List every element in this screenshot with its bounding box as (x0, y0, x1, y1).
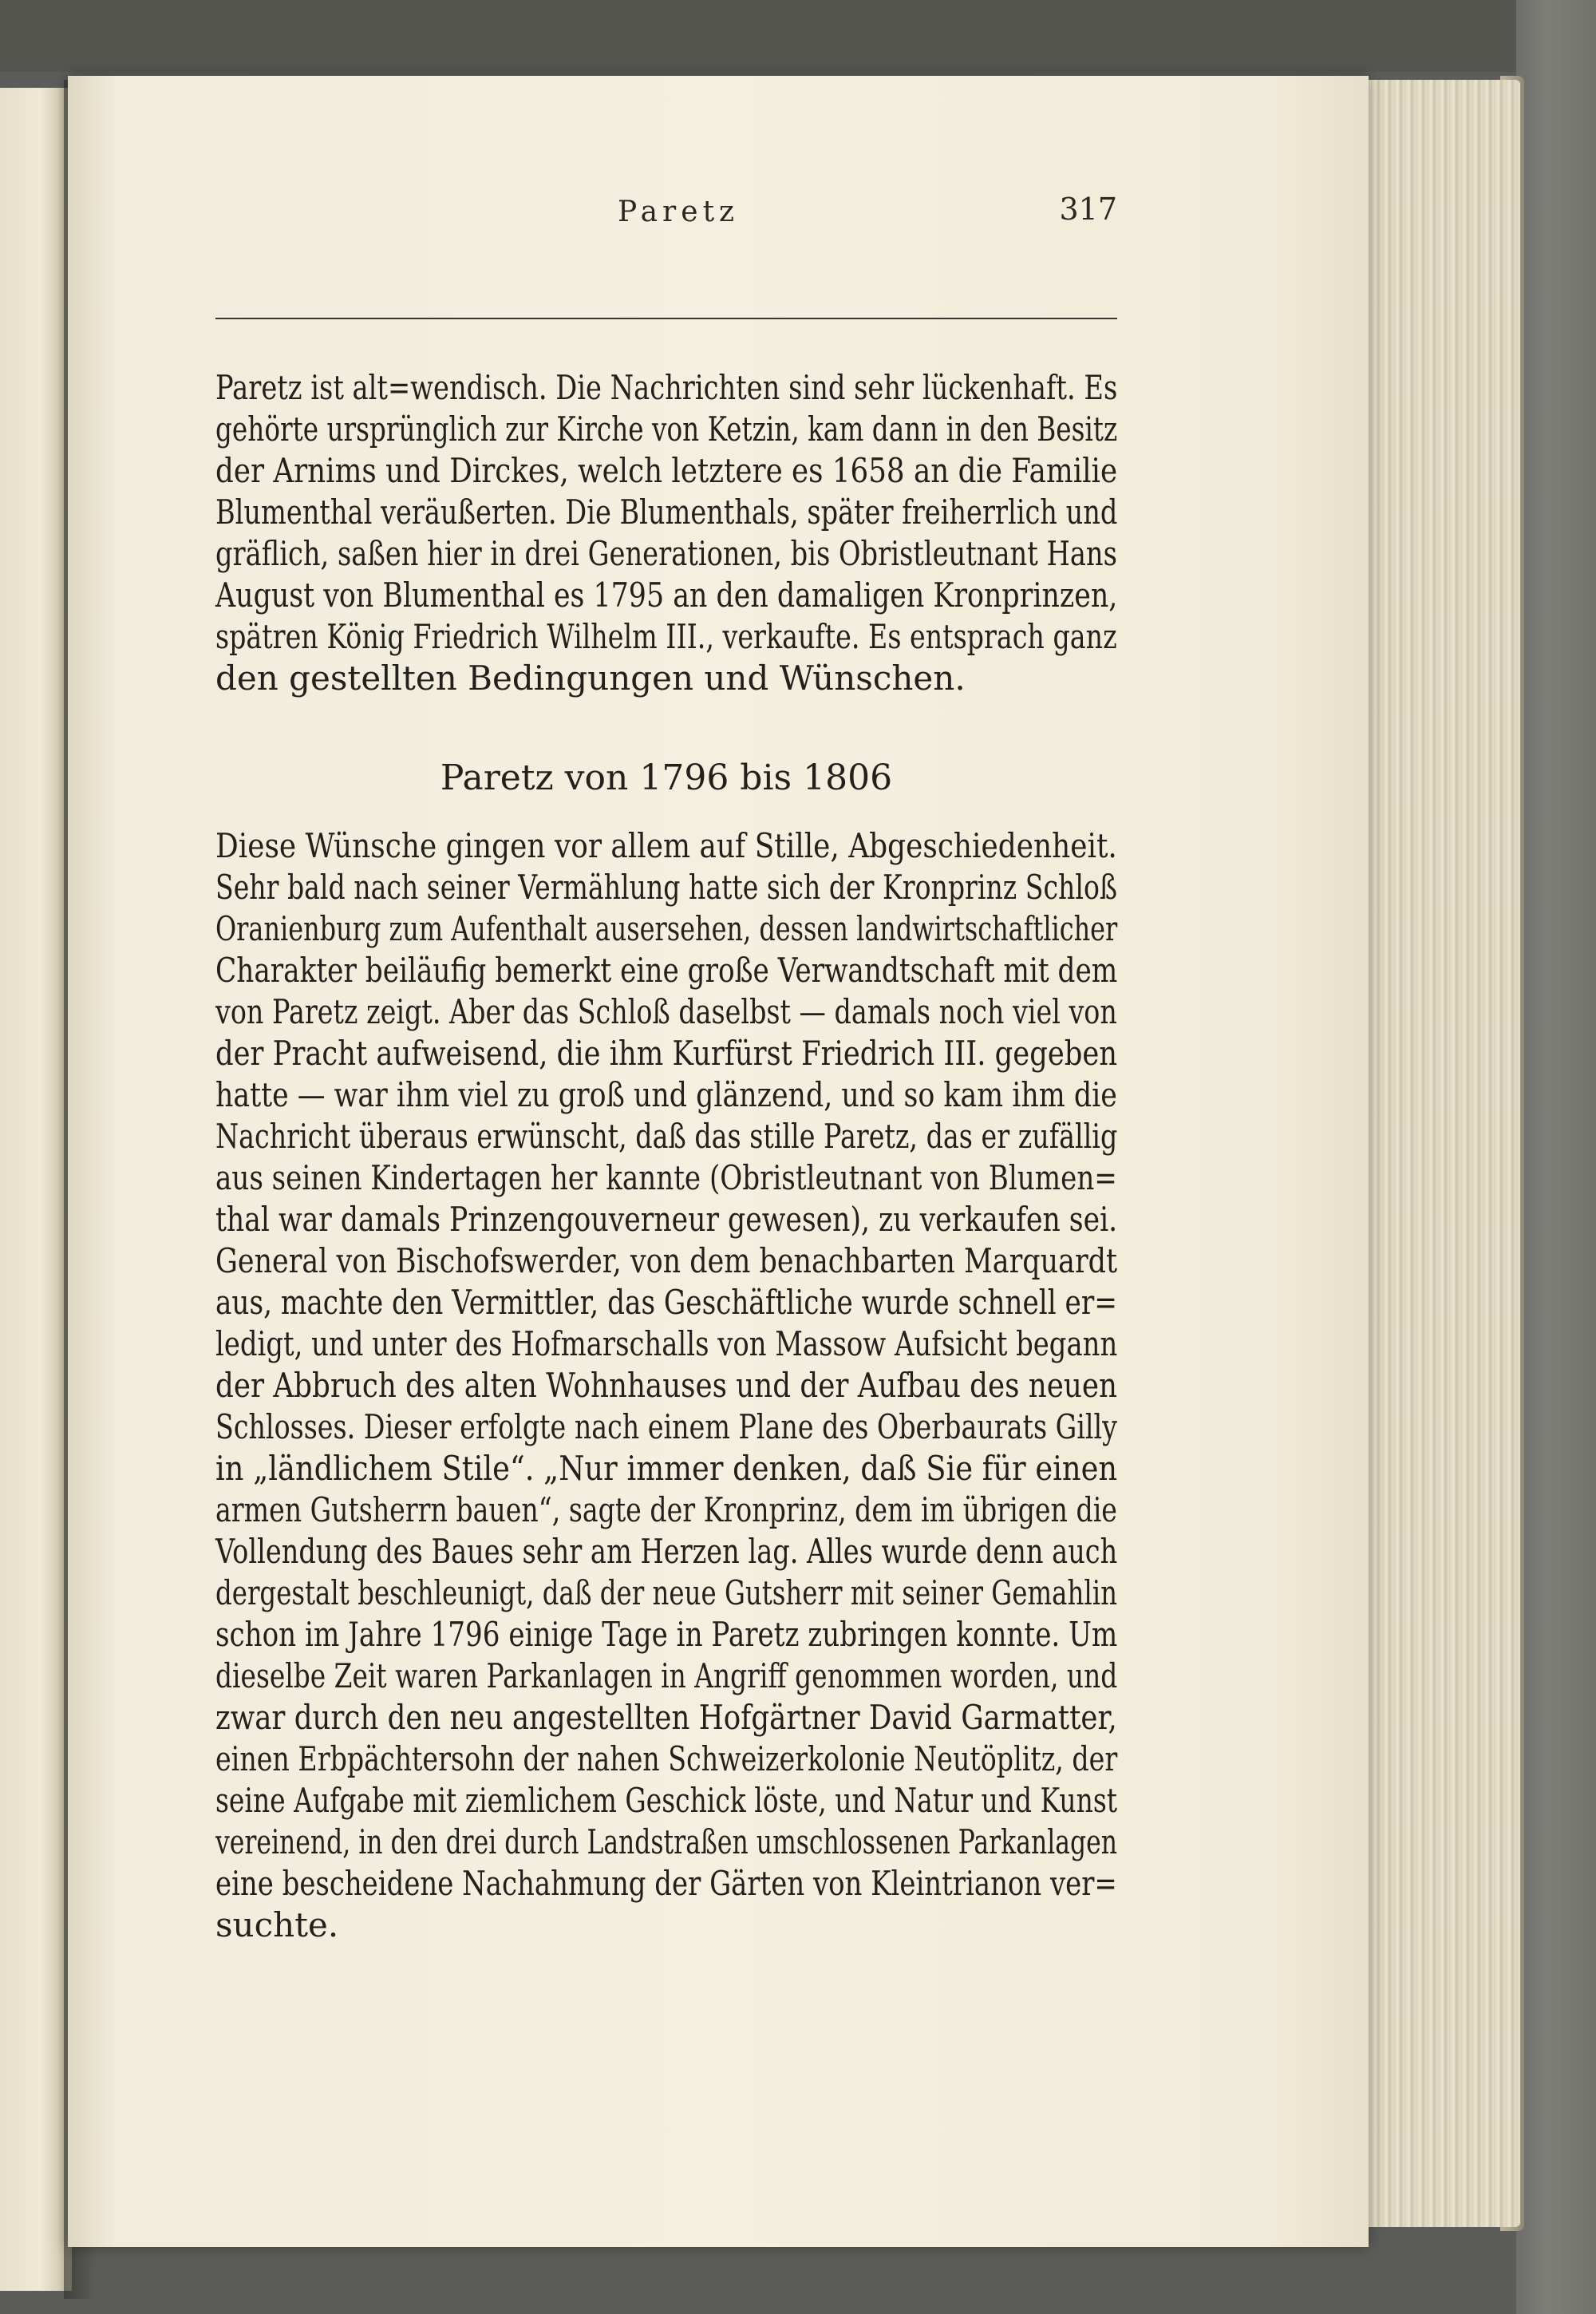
paragraph-1-line: gehörte ursprünglich zur Kirche von Ketzin, kam dann in den Besitz (215, 409, 1118, 449)
paragraph-1-line: den gestellten Bedingungen und Wünschen. (215, 659, 966, 698)
paragraph-2-line: in „ländlichem Stile“. „Nur immer denken, daß Sie für einen (215, 1449, 1118, 1488)
paragraph-1-line: der Arnims und Dirckes, welch letztere es 1658 an die Familie (215, 451, 1118, 490)
paragraph-1-line: Blumenthal veräußerten. Die Blumenthals, später freiherrlich und (215, 492, 1118, 532)
paragraph-2-line: Nachricht überaus erwünscht, daß das stille Paretz, das er zufällig (215, 1117, 1118, 1156)
paragraph-2-line: Sehr bald nach seiner Vermählung hatte sich der Kronprinz Schloß (215, 868, 1118, 907)
paragraph-2-line: seine Aufgabe mit ziemlichem Geschick löste, und Natur und Kunst (215, 1781, 1118, 1820)
paragraph-2-line: Oranienburg zum Aufenthalt auserseh​en, dessen landwirtschaftlicher (215, 909, 1118, 948)
paragraph-2-line: Charakter beiläufig bemerkt eine große Verwandtschaft mit dem (215, 951, 1118, 990)
paragraph-2-line: Diese Wünsche gingen vor allem auf Stille, Abgeschiedenheit. (215, 826, 1117, 865)
paragraph-2-line: Vollendung des Baues sehr am Herzen lag. Alles wurde denn auch (215, 1532, 1118, 1571)
paragraph-2-line: von Paretz zeigt. Aber das Schloß daselbst — damals noch viel von (215, 992, 1117, 1031)
paragraph-2-line: Schlosses. Dieser erfolgte nach einem Plane des Oberbaurats Gilly (215, 1407, 1118, 1446)
paragraph-2-line: der Pracht aufweisend, die ihm Kurfürst Friedrich III. gegeben (215, 1034, 1118, 1073)
paragraph-2-line: aus seinen Kindertagen her kannte (Obristleutnant von Blumen= (215, 1158, 1117, 1197)
running-header-title: Paretz (617, 196, 739, 228)
paragraph-2-line: ledigt, und unter des Hofmarschalls von Massow Aufsicht begann (215, 1324, 1118, 1363)
paragraph-2-line: der Abbruch des alten Wohnhauses und der Aufbau des neuen (215, 1366, 1117, 1405)
page-stack-edges (1349, 80, 1520, 2227)
paragraph-2-line: dergestalt beschleunigt, daß der neue Gutsherr mit seiner Gemahlin (215, 1573, 1117, 1612)
section-heading: Paretz von 1796 bis 1806 (440, 757, 893, 798)
paragraph-2-line: armen Gutsherrn bauen“, sagte der Kronprinz, dem im übrigen die (215, 1490, 1117, 1529)
paragraph-2-line: General von Bischofswerder, von dem benachbarten Marquardt (215, 1241, 1118, 1280)
header-rule (215, 318, 1117, 319)
paragraph-2-line: suchte. (215, 1905, 339, 1944)
previous-page-edge (0, 88, 72, 2291)
page-number: 317 (1059, 192, 1117, 227)
background-top (0, 0, 1596, 72)
paragraph-2-line: hatte — war ihm viel zu groß und glänzend, und so kam ihm die (215, 1075, 1117, 1114)
paragraph-2-line: aus, machte den Vermittler, das Geschäftliche wurde schnell er= (215, 1283, 1117, 1322)
paragraph-2-line: zwar durch den neu angestellten Hofgärtner David Garmatter, (215, 1698, 1117, 1737)
paragraph-2-line: einen Erbpächtersohn der nahen Schweizerkolonie Neutöplitz, der (215, 1739, 1118, 1778)
paragraph-2-line: eine bescheidene Nachahmung der Gärten von Kleintrianon ver= (215, 1864, 1117, 1903)
paragraph-1-line: Paretz ist alt=wendisch. Die Nachrichten sind sehr lückenhaft. Es (215, 368, 1118, 407)
background-right (1516, 0, 1596, 2314)
paragraph-2-line: thal war damals Prinzengouverneur gewesen), zu verkaufen sei. (215, 1200, 1118, 1239)
paragraph-2-line: dieselbe Zeit waren Parkanlagen in Angriff genommen worden, und (215, 1656, 1118, 1695)
paragraph-1-line: spätren König Friedrich Wilhelm III., verkaufte. Es entsprach ganz (215, 617, 1117, 656)
paragraph-1-line: August von Blumenthal es 1795 an den damaligen Kronprinzen, (215, 576, 1118, 615)
paragraph-1-line: gräflich, saßen hier in drei Generationen, bis Obristleutnant Hans (215, 534, 1117, 573)
paragraph-2-line: schon im Jahre 1796 einige Tage in Paretz zubringen konnte. Um (215, 1615, 1118, 1654)
paragraph-2-line: vereinend, in den drei durch Landstraßen umschlossenen Parkanlagen (215, 1822, 1117, 1861)
